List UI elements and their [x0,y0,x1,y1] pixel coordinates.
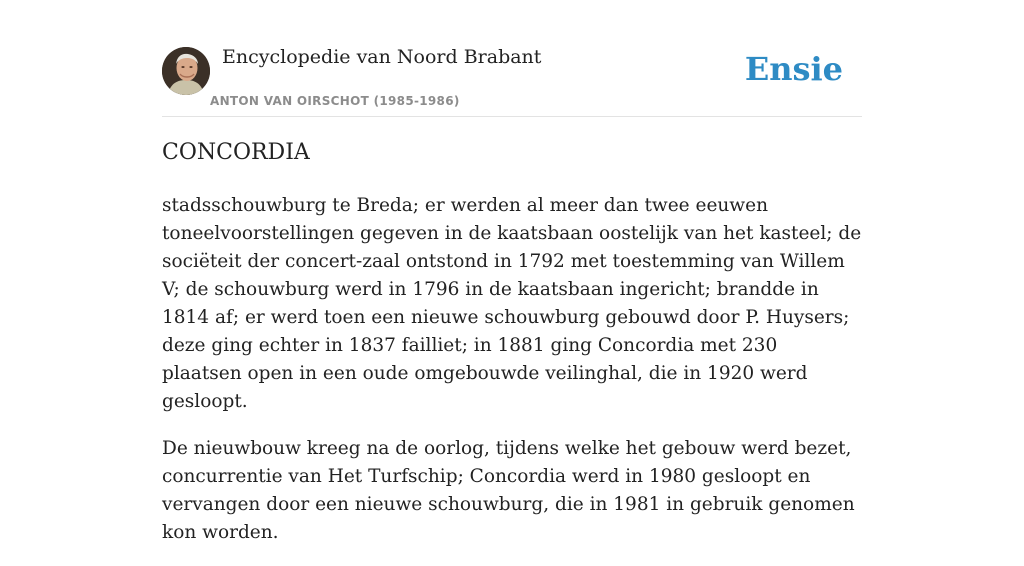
encyclopedia-title[interactable]: Encyclopedie van Noord Brabant [222,46,542,68]
ensie-logo[interactable]: Ensie [744,50,843,88]
author-avatar[interactable] [162,47,210,95]
entry-paragraph: De nieuwbouw kreeg na de oorlog, tijdens welke het gebouw werd bezet, concurrentie van Het Turfschip; Concordia werd in 1980 gesloopt en vervangen door een nieuwe schouwburg, die in 1981 in gebruik genomen kon worden. [162,438,855,543]
entry-paragraph: stadsschouwburg te Breda; er werden al meer dan twee eeuwen toneelvoorstellingen gegeven in de kaatsbaan oostelijk van het kasteel; de sociëteit der concert-zaal ontstond in 1792 met toestemming van Willem V; de schouwburg werd in 1796 in de kaatsbaan ingericht; brandde in 1814 af; er werd toen een nieuwe schouwburg gebouwd door P. Huysers; deze ging echter in 1837 failliet; in 1881 ging Concordia met 230 plaatsen open in een oude omgebouwde veilinghal, die in 1920 werd gesloopt. [162,195,862,412]
author-portrait-icon [162,47,210,95]
entry-title: CONCORDIA [162,140,310,165]
entry-body [162,192,862,566]
author-name[interactable]: ANTON VAN OIRSCHOT (1985-1986) [210,94,460,108]
entry-header [162,0,862,117]
entry-card [162,0,862,543]
